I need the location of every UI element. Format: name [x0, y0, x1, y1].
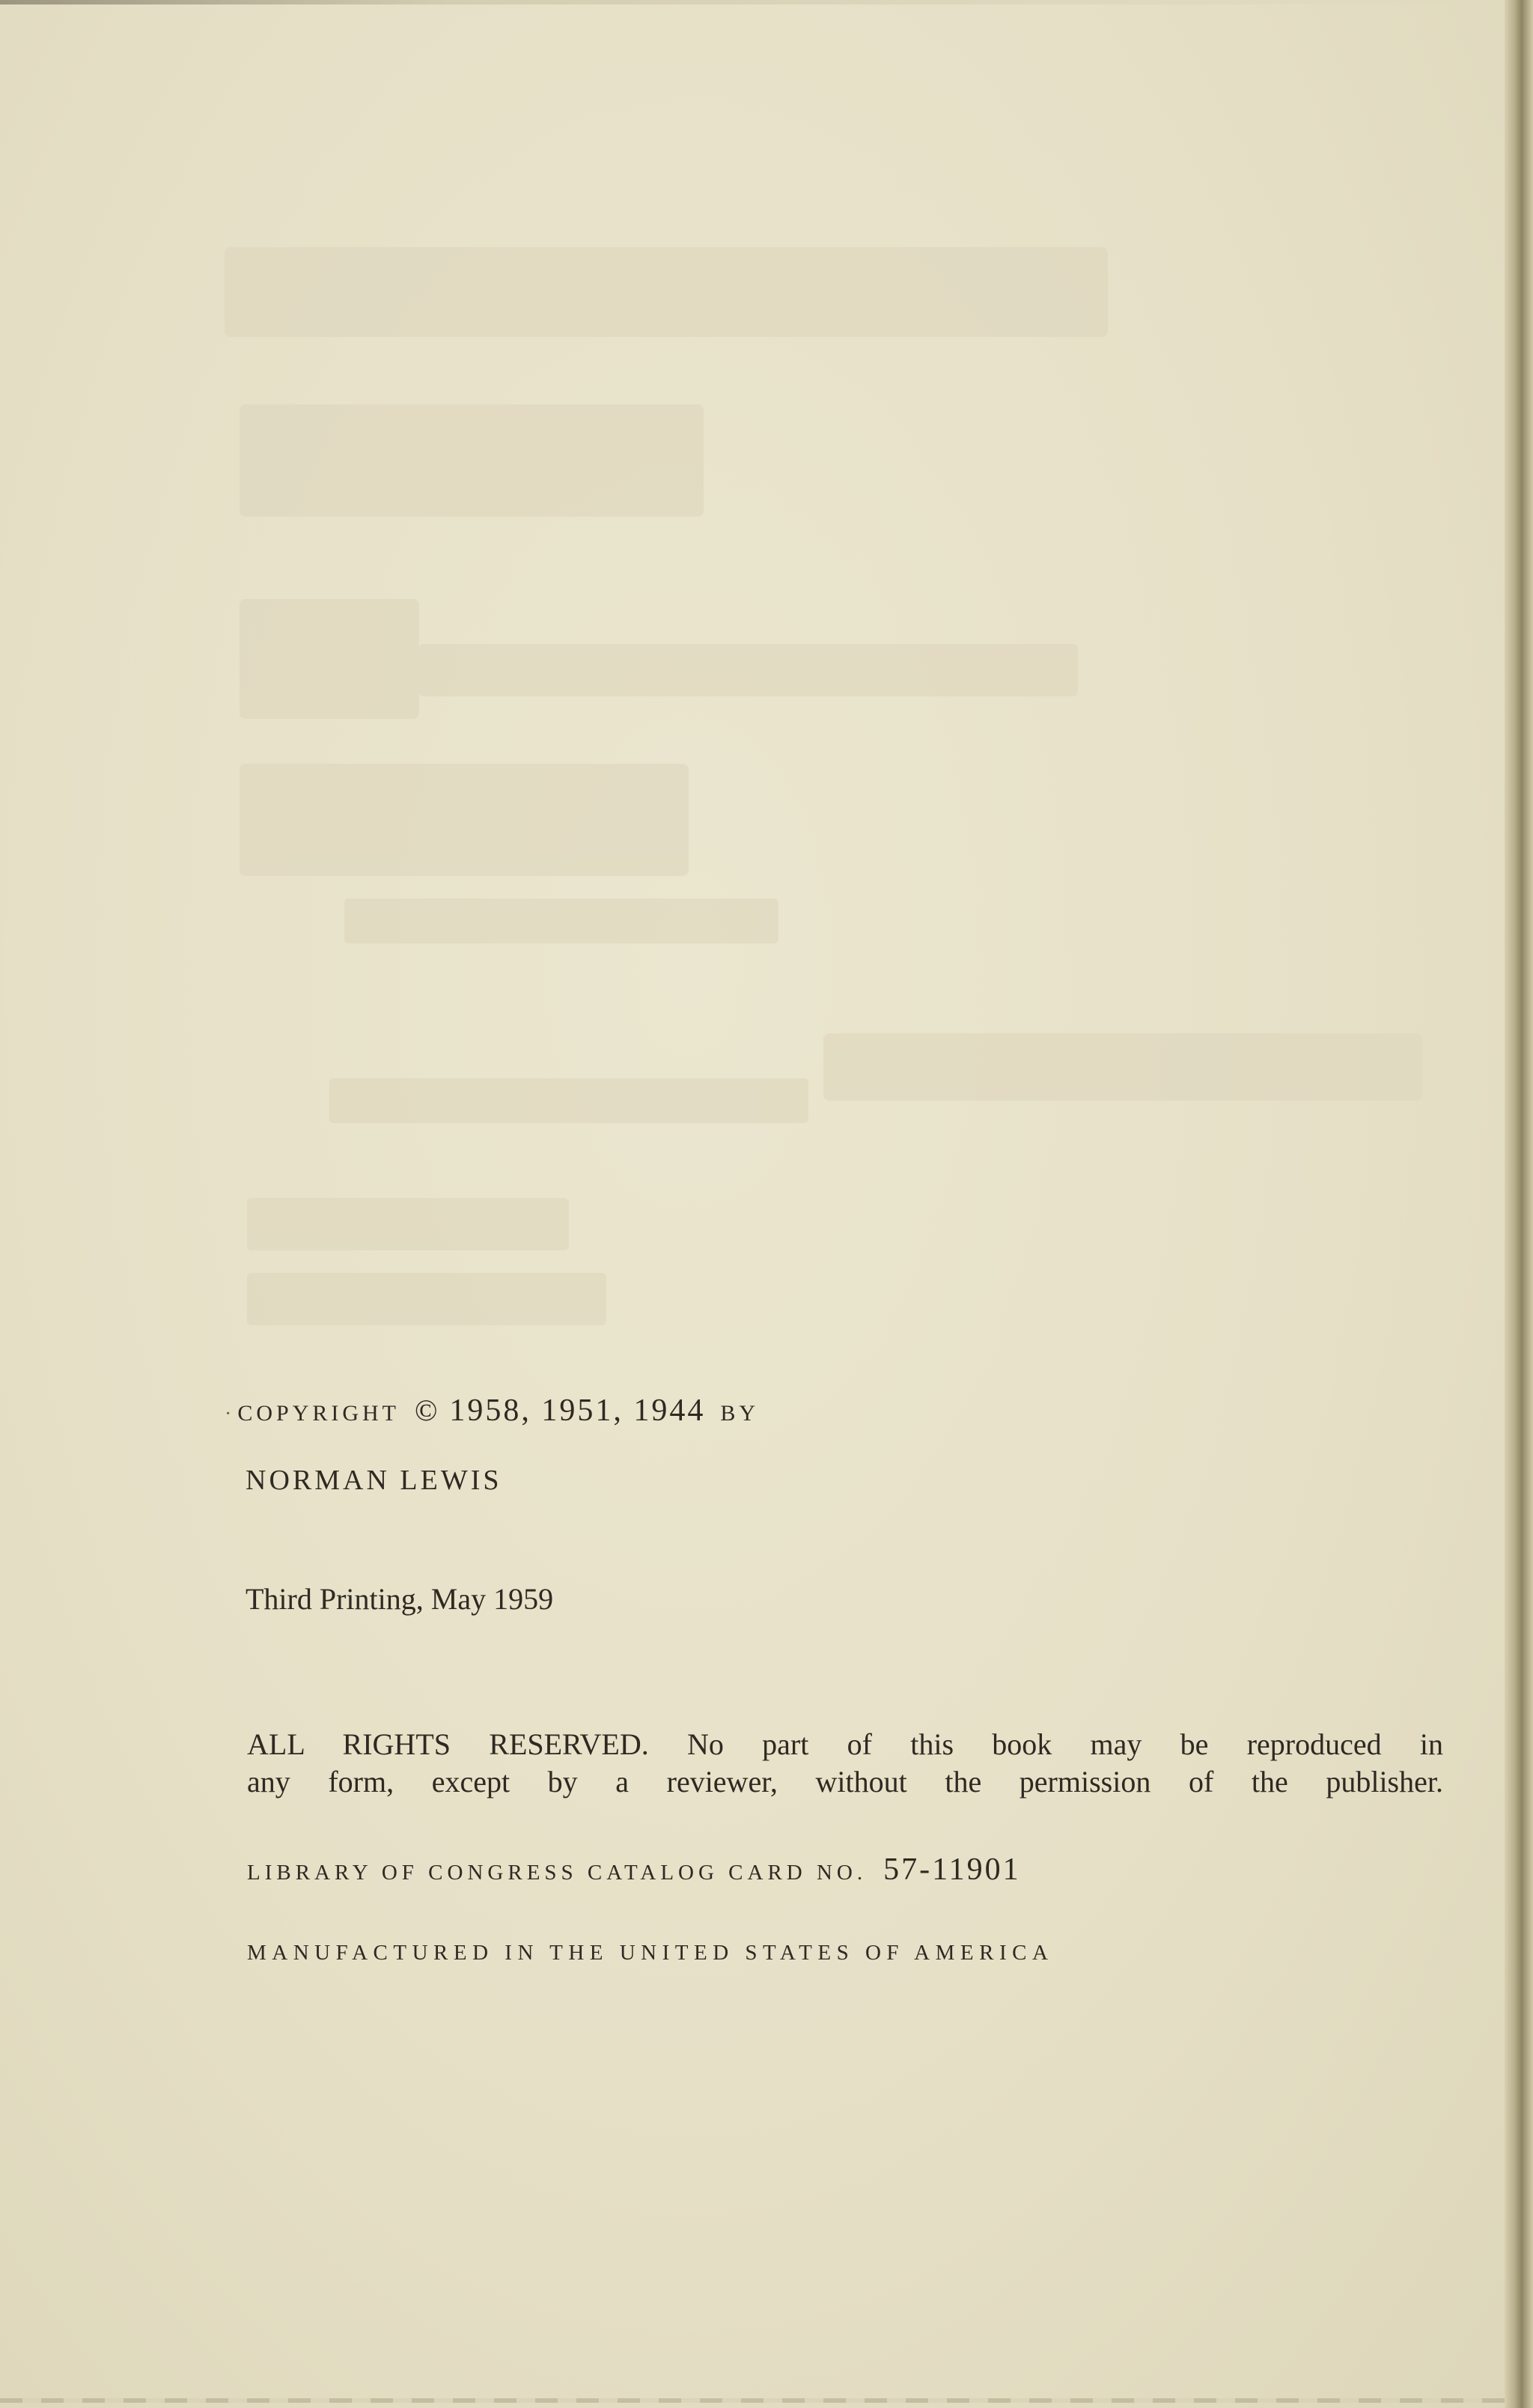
copyright-by: BY — [720, 1401, 760, 1426]
bottom-edge-shadow — [0, 2398, 1505, 2403]
copyright-symbol: © — [415, 1393, 438, 1427]
catalog-card-number: 57-11901 — [883, 1852, 1021, 1887]
library-of-congress-line — [247, 1852, 1021, 1888]
manufactured-in-line — [247, 1941, 1053, 1965]
copyright-label: COPYRIGHT — [237, 1401, 400, 1426]
library-label: LIBRARY OF CONGRESS CATALOG CARD NO. — [247, 1861, 868, 1885]
rights-line-2: any form, except by a reviewer, without the permission of the publisher. — [247, 1765, 1443, 1799]
author-name: NORMAN LEWIS — [246, 1465, 502, 1496]
leading-dash: · — [225, 1402, 232, 1426]
rights-line-1: ALL RIGHTS RESERVED. No part of this book may be reproduced in — [247, 1727, 1443, 1761]
copyright-notice — [225, 1393, 759, 1435]
copyright-years: 1958, 1951, 1944 — [449, 1393, 706, 1428]
manufactured-text: MANUFACTURED IN THE UNITED STATES OF AMERICA — [247, 1941, 1054, 1965]
rights-reserved-notice — [247, 1726, 1443, 1801]
printing-info: Third Printing, May 1959 — [246, 1582, 554, 1616]
page-spine-edge — [1505, 0, 1533, 2408]
top-edge-shadow — [0, 0, 1490, 4]
